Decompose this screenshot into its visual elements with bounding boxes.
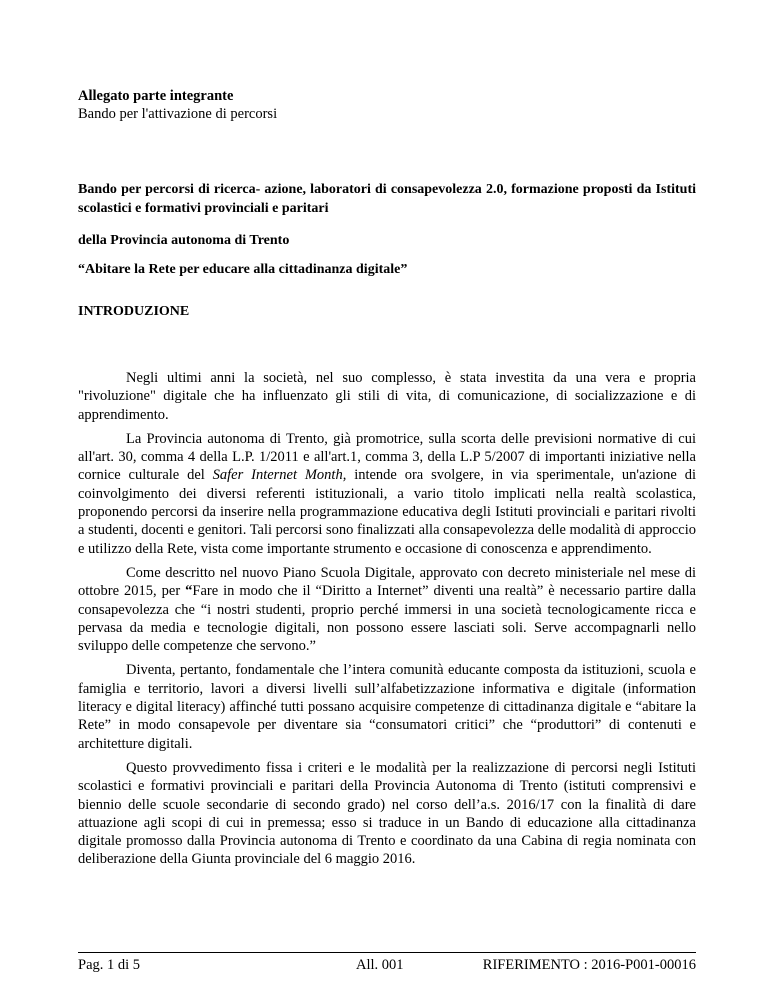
paragraph-3-bold-quote: “ — [185, 583, 193, 600]
title-line-1: Bando per percorsi di ricerca- azione, laboratori di consapevolezza 2.0, formazione proposti da Istituti scolastici e formativi provinciali e paritari — [78, 182, 696, 216]
allegato-number: All. 001 — [356, 957, 404, 973]
page-number: Pag. 1 di 5 — [78, 957, 141, 973]
reference-code: RIFERIMENTO : 2016-P001-00016 — [482, 957, 696, 973]
paragraph-2-part-a: La Provincia autonoma di Trento, già promotrice, sulla scorta delle previsioni normative di cui all'art. 30, comma 4 della L.P. 1/2011 e all'art.1, comma 3, della L.P 5/2007 di importanti iniziative nella cornice culturale del — [78, 430, 696, 484]
allegato-subtitle: Bando per l'attivazione di percorsi — [78, 106, 278, 122]
title-line-2: della Provincia autonoma di Trento — [78, 233, 290, 248]
allegato-title: Allegato parte integrante — [78, 88, 234, 104]
body-text — [78, 369, 696, 875]
paragraph-5: Questo provvedimento fissa i criteri e le modalità per la realizzazione di percorsi negli Istituti scolastici e formativi provinciali e paritari della Provincia Autonoma di Trento (istituti comprensivi e biennio delle scuole secondarie di secondo grado) nel corso dell’a.s. 2016/17 con la finalità di dare attuazione agli scopi di cui in premessa; esso si traduce in un Bando di educazione alla cittadinanza digitale promosso dalla Provincia autonoma di Trento e coordinato da una Cabina di regia nominata con deliberazione della Giunta provinciale del 6 maggio 2016. — [78, 759, 696, 868]
title-line-3: “Abitare la Rete per educare alla cittadinanza digitale” — [78, 262, 408, 277]
allegato-header — [78, 87, 277, 123]
paragraph-3-part-b: Fare in modo che il “Diritto a Internet” diventi una realtà” è necessario partire dalla consapevolezza che “i nostri studenti, proprio perché immersi in una società tecnologicamente ricca e pervasa da media e tecnologie digitali, non possono essere lasciati soli. Serve accompagnarli nello sviluppo delle competenze che servono.” — [78, 583, 696, 655]
section-heading: INTRODUZIONE — [78, 304, 190, 319]
footer-divider — [78, 952, 696, 953]
paragraph-1: Negli ultimi anni la società, nel suo complesso, è stata investita da una vera e propria "rivoluzione" digitale che ha influenzato gli stili di vita, di comunicazione, di socializzazione e di apprendimento. — [78, 370, 696, 423]
paragraph-2 — [78, 430, 696, 558]
paragraph-3 — [78, 564, 696, 655]
paragraph-2-part-b: intende ora svolgere, in via sperimentale, un'azione di coinvolgimento dei diversi referenti istituzionali, a vario titolo implicati nella realtà scolastica, proponendo percorsi da inserire nella programmazione educativa degli Istituti provinciali e paritari rivolti a studenti, docenti e genitori. Tali percorsi sono finalizzati alla consapevolezza delle modalità di approccio e utilizzo della Rete, vista come importante strumento e occasione di conoscenza e apprendimento. — [78, 467, 696, 557]
paragraph-3-part-a: Come descritto nel nuovo Piano Scuola Digitale, approvato con decreto ministeriale nel mese di ottobre 2015, per — [78, 564, 696, 600]
document-title — [78, 180, 696, 279]
paragraph-4: Diventa, pertanto, fondamentale che l’intera comunità educante composta da istituzioni, scuola e famiglia e territorio, lavori a diversi livelli sull’alfabetizzazione informativa e digitale (information literacy e digital literacy) affinché tutti possano acquisire competenze di cittadinanza digitale e “abitare la Rete” in modo consapevole per diventare sia “consumatori critici” che “produttori” di contenuti e architetture digitali. — [78, 662, 696, 752]
paragraph-2-italic: Safer Internet Month, — [212, 467, 347, 484]
